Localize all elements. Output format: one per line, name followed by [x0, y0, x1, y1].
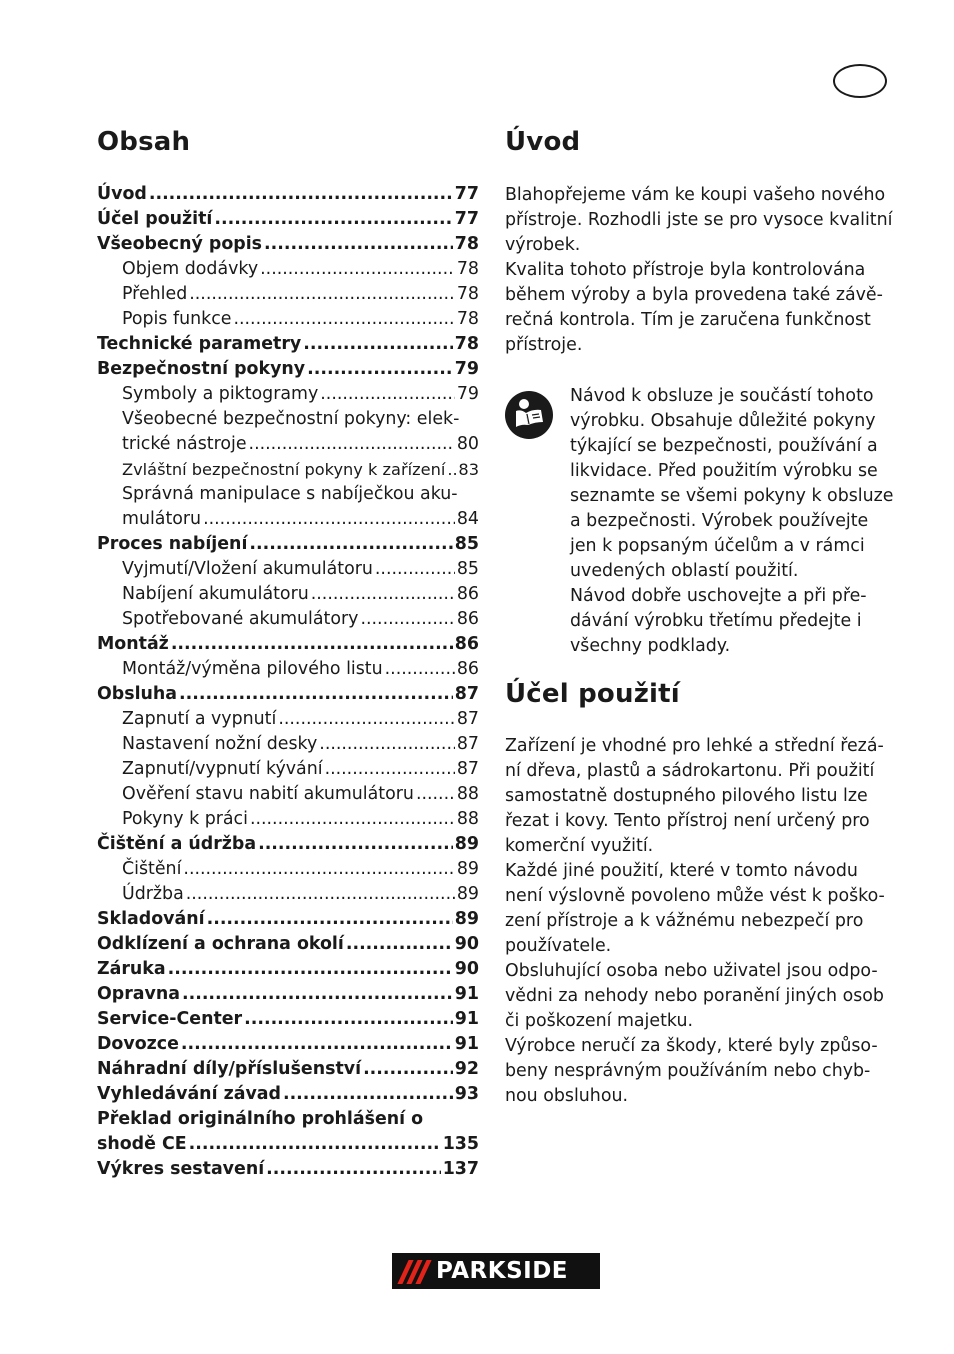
toc-entry-page: 87 [456, 759, 479, 779]
toc-entry-title: Přehled [122, 284, 188, 304]
toc-leader-dots [183, 857, 454, 882]
toc-leader-dots [260, 257, 455, 282]
table-of-contents [97, 182, 479, 1182]
text-line: přístroje. Rozhodli jste se pro vysoce kvalitní [505, 210, 893, 230]
toc-entry-title: Service-Center [97, 1009, 243, 1029]
toc-entry [97, 207, 479, 232]
text-line: likvidace. Před použitím výrobku se [570, 461, 878, 481]
toc-entry-title: Odklízení a ochrana okolí [97, 934, 344, 954]
toc-entry [97, 182, 479, 207]
text-line: a bezpečnosti. Výrobek používejte [570, 511, 869, 531]
toc-entry-title: mulátoru [122, 509, 202, 529]
toc-leader-dots [447, 457, 456, 482]
toc-entry-title: Všeobecné bezpečnostní pokyny: elek- [122, 409, 460, 429]
toc-entry [97, 582, 479, 607]
toc-entry-page: 79 [456, 384, 479, 404]
toc-entry-page: 88 [456, 784, 479, 804]
toc-entry [97, 1082, 479, 1107]
text-line: seznamte se všemi pokyny k obsluze [570, 486, 894, 506]
text-line: uvedených oblastí použití. [570, 561, 799, 581]
toc-entry-title: Bezpečnostní pokyny [97, 359, 306, 379]
toc-leader-dots [360, 607, 454, 632]
text-line: rečná kontrola. Tím je zaručena funkčnost [505, 310, 871, 330]
toc-entry [97, 807, 479, 832]
toc-entry [97, 957, 479, 982]
toc-entry [97, 757, 479, 782]
toc-entry [97, 307, 479, 332]
text-line: řezat i kovy. Tento přístroj není určený pro [505, 811, 870, 831]
text-line: týkající se bezpečnosti, používání a [570, 436, 878, 456]
toc-entry-page: 93 [454, 1084, 479, 1104]
toc-entry [97, 232, 479, 257]
toc-leader-dots [319, 732, 455, 757]
toc-leader-dots [266, 1157, 441, 1182]
text-line: všechny podklady. [570, 636, 731, 656]
toc-leader-dots [189, 1132, 441, 1157]
toc-entry-title: Ověření stavu nabití akumulátoru [122, 784, 414, 804]
toc-entry-page: 87 [456, 734, 479, 754]
toc-entry [97, 1132, 479, 1157]
toc-entry [97, 332, 479, 357]
text-line: beny nesprávným používáním nebo chyb- [505, 1061, 871, 1081]
toc-leader-dots [179, 682, 453, 707]
text-line: Kvalita tohoto přístroje byla kontrolována [505, 260, 866, 280]
toc-entry [97, 1007, 479, 1032]
toc-entry-title: Opravna [97, 984, 180, 1004]
purpose-heading: Účel použití [505, 679, 680, 709]
toc-leader-dots [249, 532, 452, 557]
toc-leader-dots [303, 332, 453, 357]
toc-entry [97, 282, 479, 307]
text-line: Návod k obsluze je součástí tohoto [570, 386, 874, 406]
toc-entry [97, 932, 479, 957]
toc-entry-page: 89 [454, 909, 479, 929]
text-line: Blahopřejeme vám ke koupi vašeho nového [505, 185, 886, 205]
toc-entry-title: Správná manipulace s nabíječkou aku- [122, 484, 458, 504]
toc-entry [97, 857, 479, 882]
toc-entry-title: Technické parametry [97, 334, 302, 354]
toc-leader-dots [233, 307, 454, 332]
logo-text: PARKSIDE [436, 1258, 569, 1284]
toc-leader-dots [168, 957, 453, 982]
toc-entry-page: 78 [456, 259, 479, 279]
text-line: samostatně dostupného pilového listu lze [505, 786, 868, 806]
toc-entry [97, 1057, 479, 1082]
text-line: Výrobce neručí za škody, které byly způso- [505, 1036, 878, 1056]
toc-entry-page: 87 [456, 709, 479, 729]
text-line: dávání výrobku třetímu předejte i [570, 611, 862, 631]
toc-entry-page: 90 [454, 959, 479, 979]
toc-entry [97, 382, 479, 407]
text-line: Obsluhující osoba nebo uživatel jsou odpo- [505, 961, 878, 981]
toc-leader-dots [181, 1032, 453, 1057]
toc-entry [97, 732, 479, 757]
intro-paragraph-2 [505, 258, 883, 358]
toc-entry-page: 89 [454, 834, 479, 854]
toc-entry [97, 907, 479, 932]
toc-leader-dots [207, 907, 453, 932]
toc-entry-page: 78 [454, 234, 479, 254]
toc-entry [97, 507, 479, 532]
toc-entry [97, 632, 479, 657]
toc-leader-dots [264, 232, 453, 257]
toc-entry-page: 78 [456, 309, 479, 329]
text-line: zení přístroje a k vážnému nebezpečí pro [505, 911, 864, 931]
toc-entry [97, 357, 479, 382]
toc-leader-dots [149, 182, 453, 207]
toc-entry-title: Pokyny k práci [122, 809, 248, 829]
toc-leader-dots [214, 207, 452, 232]
toc-entry-page: 77 [454, 184, 479, 204]
toc-leader-dots [203, 507, 455, 532]
toc-entry-page: 79 [454, 359, 479, 379]
toc-entry [97, 407, 479, 432]
text-line: používatele. [505, 936, 612, 956]
toc-entry-title: Vyhledávání závad [97, 1084, 281, 1104]
toc-leader-dots [311, 582, 455, 607]
toc-entry-page: 83 [458, 460, 479, 479]
toc-entry-page: 86 [456, 584, 479, 604]
toc-entry-title: Zapnutí a vypnutí [122, 709, 277, 729]
toc-entry-page: 90 [454, 934, 479, 954]
intro-heading: Úvod [505, 127, 581, 157]
toc-entry-page: 137 [442, 1159, 479, 1179]
toc-entry-title: Účel použití [97, 209, 213, 229]
toc-leader-dots [363, 1057, 453, 1082]
toc-entry-page: 87 [454, 684, 479, 704]
toc-entry [97, 707, 479, 732]
toc-entry-page: 86 [456, 659, 479, 679]
toc-entry [97, 782, 479, 807]
purpose-paragraph [505, 734, 885, 1109]
toc-entry-page: 91 [454, 1009, 479, 1029]
toc-entry-page: 85 [454, 534, 479, 554]
text-line: Každé jiné použití, které v tomto návodu [505, 861, 858, 881]
language-badge [833, 64, 887, 98]
toc-leader-dots [325, 757, 455, 782]
toc-entry-title: Údržba [122, 884, 184, 904]
text-line: přístroje. [505, 335, 583, 355]
toc-entry [97, 682, 479, 707]
toc-entry-page: 78 [456, 284, 479, 304]
parkside-logo [392, 1253, 600, 1289]
toc-entry-title: Objem dodávky [122, 259, 259, 279]
read-manual-icon [505, 391, 553, 439]
toc-entry-page: 88 [456, 809, 479, 829]
text-line: jen k popsaným účelům a v rámci [570, 536, 865, 556]
toc-entry-title: Překlad originálního prohlášení o [97, 1109, 424, 1129]
toc-entry [97, 1157, 479, 1182]
toc-leader-dots [244, 1007, 453, 1032]
toc-entry [97, 882, 479, 907]
toc-entry [97, 1032, 479, 1057]
toc-entry-title: Symboly a piktogramy [122, 384, 319, 404]
toc-leader-dots [258, 832, 453, 857]
toc-entry [97, 557, 479, 582]
toc-entry [97, 457, 479, 482]
toc-leader-dots [186, 882, 455, 907]
toc-entry-page: 84 [456, 509, 479, 529]
toc-entry-title: Nastavení nožní desky [122, 734, 318, 754]
toc-leader-dots [385, 657, 455, 682]
toc-entry-page: 86 [456, 609, 479, 629]
toc-entry-page: 91 [454, 984, 479, 1004]
toc-leader-dots [375, 557, 455, 582]
toc-heading: Obsah [97, 127, 191, 157]
toc-entry [97, 532, 479, 557]
toc-entry [97, 257, 479, 282]
toc-entry [97, 607, 479, 632]
toc-leader-dots [278, 707, 455, 732]
toc-entry-page: 92 [454, 1059, 479, 1079]
toc-entry [97, 1107, 479, 1132]
toc-entry-title: Všeobecný popis [97, 234, 263, 254]
manual-note [570, 384, 893, 659]
text-line: není výslovně povoleno může vést k poško- [505, 886, 885, 906]
toc-entry-title: Obsluha [97, 684, 178, 704]
text-line: výrobek. [505, 235, 581, 255]
intro-paragraph-1 [505, 183, 892, 258]
toc-entry-title: Spotřebované akumulátory [122, 609, 359, 629]
toc-leader-dots [171, 632, 453, 657]
toc-entry-title: Proces nabíjení [97, 534, 248, 554]
toc-entry-page: 77 [454, 209, 479, 229]
toc-entry-page: 78 [454, 334, 479, 354]
toc-entry-page: 89 [456, 859, 479, 879]
text-line: či poškození majetku. [505, 1011, 693, 1031]
toc-entry-page: 89 [456, 884, 479, 904]
text-line: během výroby a byla provedena také závě- [505, 285, 883, 305]
logo-stripes [394, 1255, 436, 1287]
toc-entry-page: 135 [442, 1134, 479, 1154]
toc-entry-page: 85 [456, 559, 479, 579]
toc-leader-dots [182, 982, 453, 1007]
toc-entry [97, 432, 479, 457]
toc-entry-title: trické nástroje [122, 434, 247, 454]
toc-entry-title: shodě CE [97, 1134, 187, 1154]
text-line: ní dřeva, plastů a sádrokartonu. Při použití [505, 761, 875, 781]
text-line: komerční využití. [505, 836, 654, 856]
toc-leader-dots [283, 1082, 453, 1107]
toc-entry [97, 657, 479, 682]
toc-entry [97, 832, 479, 857]
toc-entry-title: Čištění [122, 859, 182, 879]
toc-entry-page: 86 [454, 634, 479, 654]
toc-entry-title: Záruka [97, 959, 166, 979]
toc-entry-title: Zapnutí/vypnutí kývání [122, 759, 323, 779]
text-line: vědni za nehody nebo poranění jiných osob [505, 986, 884, 1006]
toc-leader-dots [249, 432, 455, 457]
toc-leader-dots [416, 782, 455, 807]
text-line: výrobku. Obsahuje důležité pokyny [570, 411, 876, 431]
toc-leader-dots [307, 357, 453, 382]
text-line: Návod dobře uschovejte a při pře- [570, 586, 867, 606]
toc-entry-title: Úvod [97, 184, 147, 204]
toc-entry-title: Nabíjení akumulátoru [122, 584, 309, 604]
toc-leader-dots [320, 382, 455, 407]
toc-entry-title: Dovozce [97, 1034, 179, 1054]
toc-leader-dots [250, 807, 455, 832]
toc-entry-title: Zvláštní bezpečnostní pokyny k zařízení [122, 460, 446, 479]
toc-entry-title: Vyjmutí/Vložení akumulátoru [122, 559, 373, 579]
toc-entry [97, 482, 479, 507]
toc-entry-title: Náhradní díly/příslušenství [97, 1059, 362, 1079]
toc-entry [97, 982, 479, 1007]
toc-entry-title: Čištění a údržba [97, 834, 257, 854]
toc-entry-page: 91 [454, 1034, 479, 1054]
toc-entry-page: 80 [456, 434, 479, 454]
toc-leader-dots [346, 932, 453, 957]
text-line: nou obsluhou. [505, 1086, 629, 1106]
toc-leader-dots [189, 282, 455, 307]
toc-entry-title: Výkres sestavení [97, 1159, 265, 1179]
toc-entry-title: Skladování [97, 909, 205, 929]
toc-entry-title: Montáž [97, 634, 169, 654]
toc-entry-title: Montáž/výměna pilového listu [122, 659, 383, 679]
text-line: Zařízení je vhodné pro lehké a střední řezá- [505, 736, 884, 756]
toc-entry-title: Popis funkce [122, 309, 232, 329]
